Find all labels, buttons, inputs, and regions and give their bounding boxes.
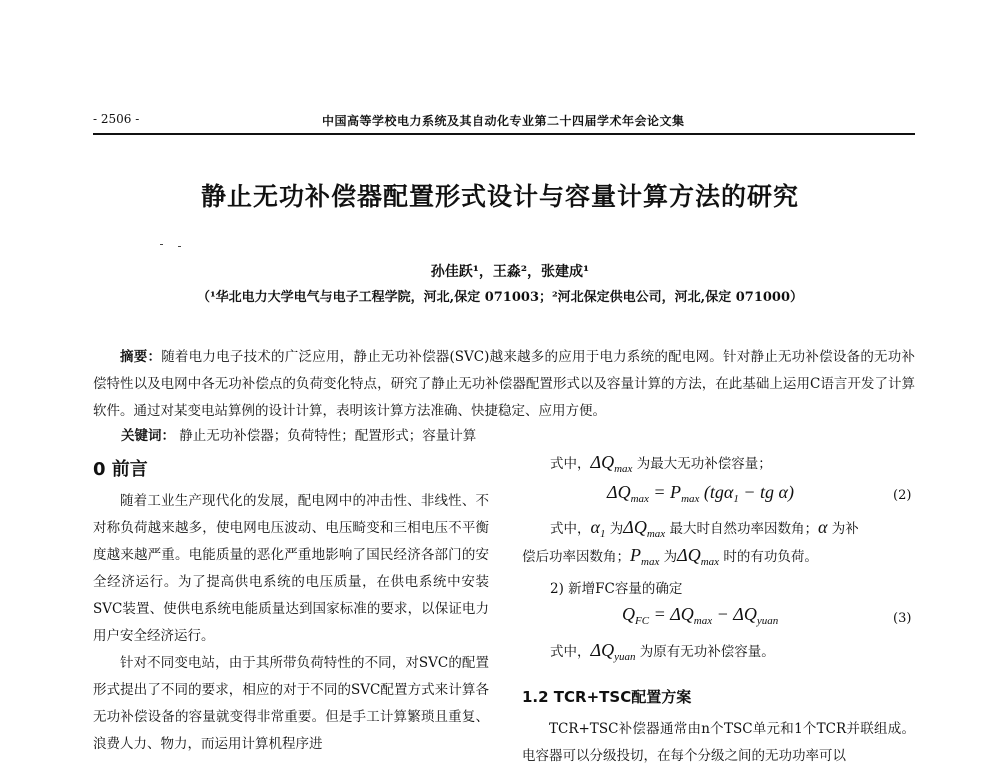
equation-3: $Q_{FC} = \Delta Q_{max} - \Delta Q_{yuan}$ (622, 604, 779, 627)
left-column (93, 488, 489, 758)
abstract-label: 摘要： (120, 349, 162, 365)
equation-2: $\Delta Q_{max} = P_{max}$ (tgα$_1$ − tg α) (607, 482, 794, 505)
section-1-2-heading: 1.2 TCR+TSC配置方案 (522, 688, 692, 706)
equation-3-number: (3) (893, 611, 912, 626)
keywords (121, 424, 476, 444)
where-line-2: 式中，$\alpha_1$ 为$\Delta Q_{max}$ 最大时自然功率因数角；α 为补 (550, 517, 859, 540)
page-number: - 2506 - (93, 112, 140, 126)
authors: 孙佳跃¹，王淼²，张建成¹ (430, 264, 590, 280)
formula-dq-yuan: $\Delta Q_{yuan}$ (590, 640, 636, 663)
keywords-text: 静止无功补偿器；负荷特性；配置形式；容量计算 (179, 428, 477, 444)
paragraph: 随着工业生产现代化的发展，配电网中的冲击性、非线性、不对称负荷越来越多，使电网电压波动、电压畸变和三相电压不平衡度越来越严重。电能质量的恶化严重地影响了国民经济各部门的安全经济运行。为了提高供电系统的电压质量，在供电系统中安装SVC装置、使供电系统电能质量达到国家标准的要求，以保证电力用户安全经济运行。 (93, 493, 489, 644)
scan-speck (160, 244, 163, 245)
paragraph: 针对不同变电站，由于其所带负荷特性的不同，对SVC的配置形式提出了不同的要求，相应的对于不同的SVC配置方式来计算各无功补偿设备的容量就变得非常重要。但是手工计算繁琐且重复、浪费人力、物力，而运用计算机程序进 (93, 655, 489, 752)
keywords-label: 关键词： (121, 428, 175, 444)
where-line-4: 式中，$\Delta Q_{yuan}$ 为原有无功补偿容量。 (550, 640, 775, 663)
formula-alpha: α (817, 517, 828, 537)
paragraph: TCR+TSC补偿器通常由n个TSC单元和1个TCR并联组成。电容器可以分级投切，在每个分级之间的无功功率可以 (522, 721, 915, 764)
equation-2-number: (2) (893, 488, 912, 503)
where-line-1: 式中，$\Delta Q_{max}$ 为最大无功补偿容量； (550, 452, 772, 475)
formula-alpha1: $\alpha_1$ (590, 517, 606, 540)
proceedings-title: 中国高等学校电力系统及其自动化专业第二十四届学术年会论文集 (322, 114, 685, 128)
section-0-heading: 0 前言 (93, 459, 148, 480)
affiliations: （¹华北电力大学电气与电子工程学院，河北,保定 071003；²河北保定供电公司，河北,保定 071000） (196, 290, 804, 305)
paper-title: 静止无功补偿器配置形式设计与容量计算方法的研究 (200, 182, 799, 211)
formula-pmax: $P_{max}$ (630, 545, 660, 568)
formula-dq-max: $\Delta Q_{max}$ (590, 452, 633, 475)
abstract (93, 344, 915, 425)
list-item-2: 2) 新增FC容量的确定 (550, 581, 683, 597)
where-line-3: 偿后功率因数角；$P_{max}$ 为$\Delta Q_{max}$ 时的有功负荷。 (522, 545, 818, 568)
header-rule (93, 133, 915, 135)
scan-speck (178, 246, 181, 247)
abstract-text: 随着电力电子技术的广泛应用，静止无功补偿器(SVC)越来越多的应用于电力系统的配电网。针对静止无功补偿设备的无功补偿特性以及电网中各无功补偿点的负荷变化特点，研究了静止无功补偿器配置形式以及容量计算的方法，在此基础上运用C语言开发了计算软件。通过对某变电站算例的设计计算，表明该计算方法准确、快捷稳定、应用方便。 (93, 349, 916, 419)
